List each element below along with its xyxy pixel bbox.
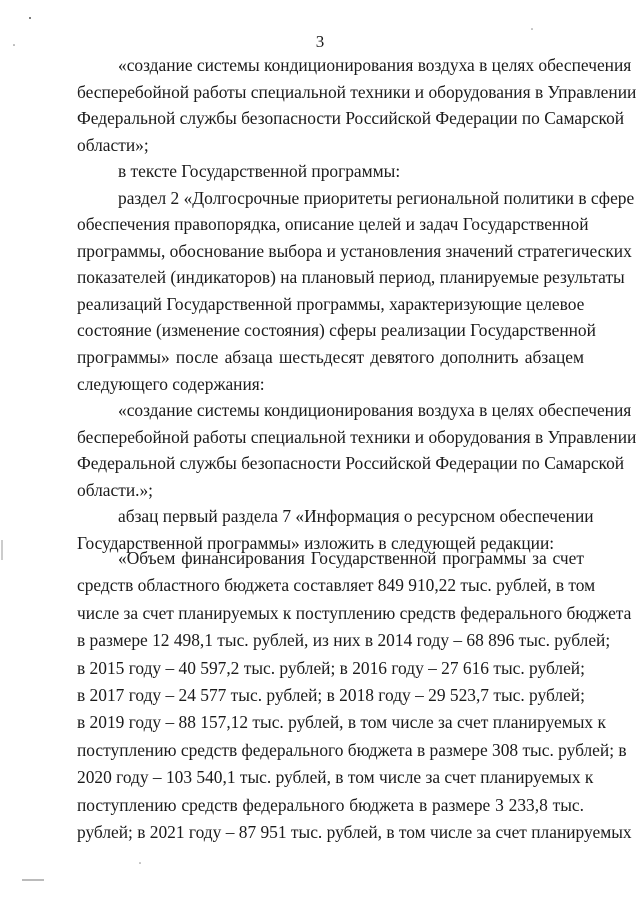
paragraph: [77, 398, 637, 504]
text-line: показателей (индикаторов) на плановый период, планируемые результаты: [77, 267, 625, 288]
page-number: 3: [315, 32, 325, 51]
text-line: бесперебойной работы специальной техники и оборудования в Управлении: [77, 426, 637, 447]
text-line: в 2019 году – 88 157,12 тыс. рублей, в том числе за счет планируемых к: [77, 712, 606, 733]
text-line: реализаций Государственной программы, характеризующие целевое: [77, 293, 585, 314]
document-text-upper: [77, 53, 637, 557]
text-line: поступлению средств федерального бюджета в размере 3 233,8 тыс.: [77, 794, 584, 815]
text-line: средств областного бюджета составляет 849 910,22 тыс. рублей, в том: [77, 575, 596, 596]
text-line: программы, обоснование выбора и установления значений стратегических: [77, 240, 632, 261]
paragraph: [77, 186, 635, 398]
text-line: области.»;: [77, 479, 154, 500]
text-line: абзац первый раздела 7 «Информация о ресурсном обеспечении: [118, 506, 594, 527]
text-line: Государственной программы» изложить в следующей редакции:: [77, 532, 555, 553]
text-line: Федеральной службы безопасности Российской Федерации по Самарской: [77, 108, 625, 129]
text-line: в 2015 году – 40 597,2 тыс. рублей; в 2016 году – 27 616 тыс. рублей;: [77, 657, 585, 678]
text-line: числе за счет планируемых к поступлению средств федерального бюджета: [77, 602, 632, 623]
text-line: в 2017 году – 24 577 тыс. рублей; в 2018 году – 29 523,7 тыс. рублей;: [77, 684, 585, 705]
text-line: Федеральной службы безопасности Российской Федерации по Самарской: [77, 453, 625, 474]
text-line: «создание системы кондиционирования воздуха в целях обеспечения: [118, 400, 632, 421]
document-text-financing: [77, 546, 632, 847]
paragraph: [77, 546, 632, 847]
text-line: «создание системы кондиционирования воздуха в целях обеспечения: [118, 55, 632, 75]
text-line: в размере 12 498,1 тыс. рублей, из них в 2014 году – 68 896 тыс. рублей;: [77, 630, 611, 651]
text-line: программы» после абзаца шестьдесят девятого дополнить абзацем: [77, 347, 584, 368]
text-line: рублей; в 2021 году – 87 951 тыс. рублей, в том числе за счет планируемых: [77, 821, 632, 842]
text-line: области»;: [77, 134, 149, 155]
text-line: 2020 году – 103 540,1 тыс. рублей, в том числе за счет планируемых к: [77, 767, 594, 788]
paragraph: [77, 53, 637, 159]
text-line: состояние (изменение состояния) сферы реализации Государственной: [77, 320, 596, 341]
text-line: следующего содержания:: [77, 373, 265, 394]
text-line: «Объем финансирования Государственной программы за счет: [118, 548, 584, 568]
text-line: раздел 2 «Долгосрочные приоритеты региональной политики в сфере: [118, 187, 635, 208]
text-line: бесперебойной работы специальной техники и оборудования в Управлении: [77, 81, 637, 102]
text-line: обеспечения правопорядка, описание целей и задач Государственной: [77, 214, 589, 235]
text-line: поступлению средств федерального бюджета в размере 308 тыс. рублей; в: [77, 739, 627, 760]
text-line: в тексте Государственной программы:: [118, 161, 401, 182]
paragraph: [77, 159, 584, 186]
